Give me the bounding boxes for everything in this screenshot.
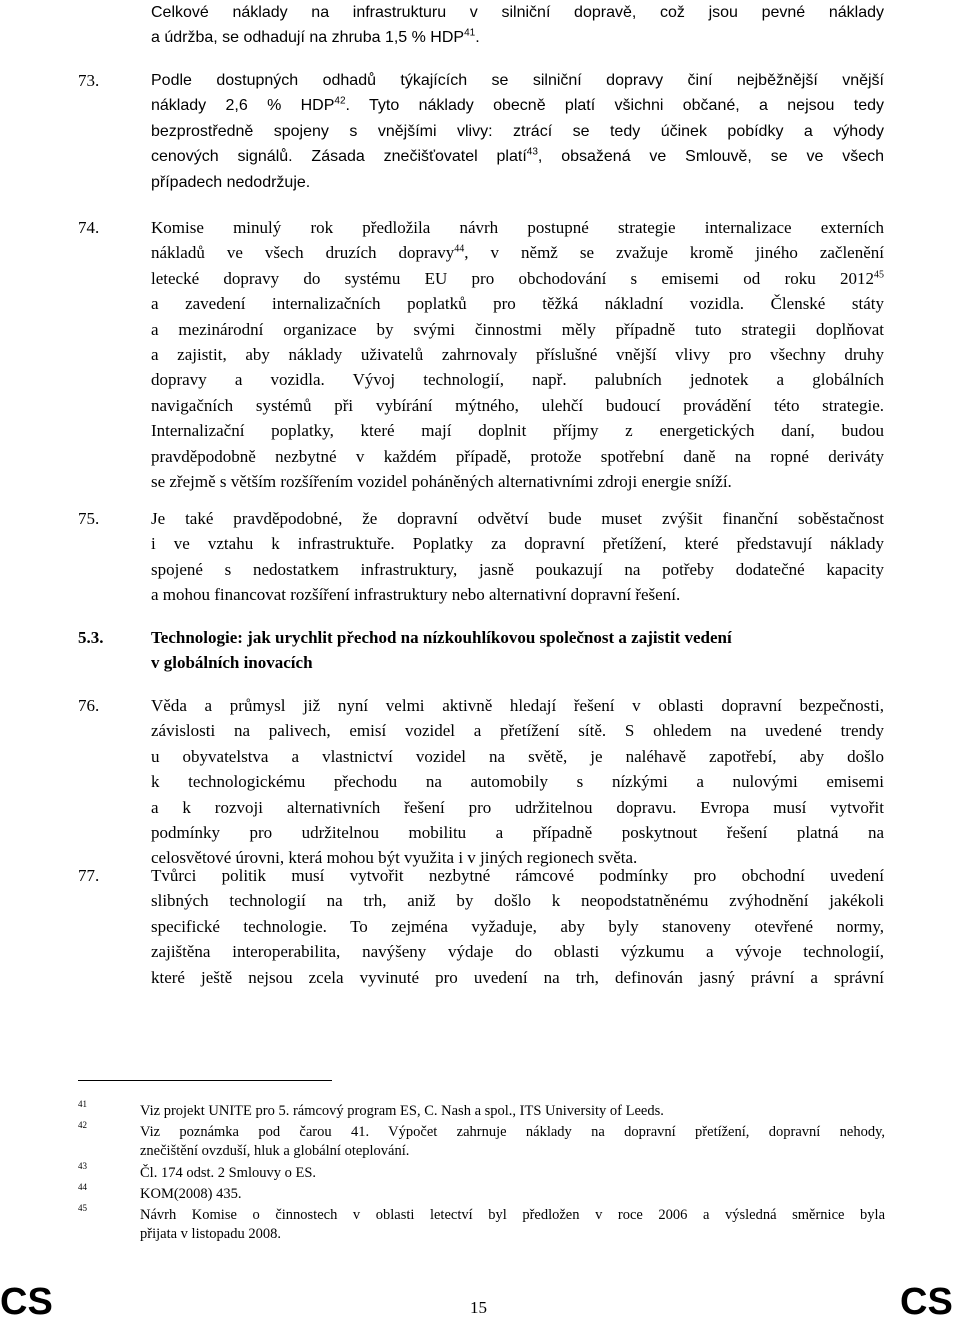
- footnote-text: KOM(2008) 435.: [140, 1186, 242, 1202]
- text-line: Je také pravděpodobné, že dopravní odvětví bude muset zvýšit finanční soběstačnost: [151, 509, 884, 528]
- footnote-ref: 43: [526, 146, 538, 158]
- text-line: a mohou financovat rozšíření infrastruktury nebo alternativní dopravní řešení.: [151, 585, 681, 605]
- text-line: které ještě nejsou zcela vyvinuté pro uvedení na trh, definován jasný právní a správní: [151, 967, 884, 987]
- text-line: spojené s nedostatkem infrastruktury, jasně poukazují na potřeby dodatečné kapacity: [151, 559, 884, 579]
- text-line: bezprostředně spojeny s vnějšími vlivy: ztrácí se tedy účinek pobídky a výhody: [151, 122, 884, 140]
- footnote-text: Čl. 174 odst. 2 Smlouvy o ES.: [140, 1165, 317, 1181]
- text-line: a k rozvoji alternativních řešení pro udržitelnou dopravu. Evropa musí vytvořit: [151, 797, 884, 817]
- footnote-ref: 41: [464, 28, 476, 40]
- text-line: a údržba, se odhadují na zhruba 1,5 % HDP: [151, 29, 465, 47]
- text-line: u obyvatelstva a vlastnictví vozidel na světě, je naléhavě zapotřebí, aby došlo: [151, 746, 884, 766]
- footer-language-right: CS: [900, 1281, 953, 1323]
- text-line: slibných technologií na trh, aniž by došlo k neopodstatněnému zvýhodnění jakékoli: [151, 891, 884, 911]
- footnote-text: znečištění ovzduší, hluk a globální oteplování.: [140, 1143, 410, 1159]
- section-title-line: Technologie: jak urychlit přechod na nízkouhlíkovou společnost a zajistit vedení: [151, 628, 732, 647]
- footnote-ref: 45: [874, 269, 884, 281]
- text-line: celosvětové úrovni, která mohou být využita i v jiných regionech světa.: [151, 848, 638, 868]
- text-line: Podle dostupných odhadů týkajících se silniční dopravy činí nejběžnější vnější: [151, 72, 884, 89]
- paragraph-number: 74.: [78, 218, 100, 237]
- page-number: 15: [470, 1298, 487, 1317]
- footnote-ref: 42: [334, 96, 346, 108]
- text-line: a zajistit, aby náklady uživatelů zahrnovaly příslušné vnější vlivy pro všechny druhy: [151, 345, 884, 365]
- text-line: závislosti na palivech, emisí vozidel a přetížení sítě. S ohledem na uvedené trendy: [151, 721, 884, 741]
- text-line: podmínky pro udržitelnou mobilitu a případně poskytnout řešení platná na: [151, 823, 884, 843]
- text-line: specifické technologie. To zejména vyžaduje, aby byly stanoveny otevřené normy,: [151, 916, 884, 936]
- paragraph-number: 77.: [78, 866, 100, 885]
- text-line: Věda a průmysl již nyní velmi aktivně hledají řešení v oblasti dopravní bezpečnosti,: [151, 696, 884, 715]
- text-line: Komise minulý rok předložila návrh postupné strategie internalizace externích: [151, 218, 884, 237]
- text-line: zajištěna interoperabilita, navýšeny výdaje do oblasti výzkumu a vývoje technologií,: [151, 942, 884, 962]
- text-line: se zřejmě s větším rozšířením vozidel poháněných alternativními zdroji energie sníží.: [151, 472, 732, 492]
- footer-language-left: CS: [0, 1281, 53, 1323]
- text-line: i ve vztahu k infrastruktuře. Poplatky za dopravní přetížení, které představují náklady: [151, 534, 884, 554]
- footnote-number: 45: [78, 1203, 87, 1213]
- text-line: případech nedodržuje.: [151, 173, 311, 191]
- text-line: a mezinárodní organizace by svými činnostmi měly případně tuto strategii doplňovat: [151, 319, 884, 339]
- footnote-text: Viz projekt UNITE pro 5. rámcový program ES, C. Nash a spol., ITS University of Leeds.: [140, 1103, 664, 1119]
- footnote-number: 42: [78, 1120, 87, 1130]
- paragraph-number: 73.: [78, 71, 100, 90]
- section-title-line: v globálních inovacích: [151, 653, 313, 673]
- footnote-text: přijata v listopadu 2008.: [140, 1226, 281, 1242]
- footnote-number: 41: [78, 1099, 87, 1109]
- text-line: Tvůrci politik musí vytvořit nezbytné rámcové podmínky pro obchodní uvedení: [151, 866, 884, 885]
- text-line: Internalizační poplatky, které mají doplnit příjmy z energetických daní, budou: [151, 421, 884, 441]
- footnote-number: 44: [78, 1182, 87, 1192]
- paragraph-number: 75.: [78, 509, 100, 528]
- footnote-text: Návrh Komise o činnostech v oblasti letectví byl předložen v roce 2006 a výsledná směrnice byla: [140, 1207, 885, 1223]
- text-line: navigačních systémů při vybírání mýtného, ulehčí budoucí provádění této strategie.: [151, 395, 884, 415]
- footnote-number: 43: [78, 1161, 87, 1171]
- section-number: 5.3.: [78, 628, 104, 647]
- text-line: k technologickému přechodu na automobily s nízkými a nulovými emisemi: [151, 772, 884, 792]
- paragraph-number: 76.: [78, 696, 100, 715]
- text-line: Celkové náklady na infrastrukturu v silniční dopravě, což jsou pevné náklady: [151, 4, 884, 21]
- footnote-text: Viz poznámka pod čarou 41. Výpočet zahrnuje náklady na dopravní přetížení, dopravní nehody,: [140, 1124, 885, 1140]
- text-line: dopravy a vozidla. Vývoj technologií, např. palubních jednotek a globálních: [151, 370, 884, 390]
- text-line: a zavedení internalizačních poplatků pro těžká nákladní vozidla. Členské státy: [151, 294, 884, 314]
- footnote-ref: 44: [454, 243, 465, 255]
- text-line: pravděpodobně nezbytné v každém případě, protože spotřební daně na ropné deriváty: [151, 446, 884, 466]
- footnote-separator: [78, 1080, 332, 1081]
